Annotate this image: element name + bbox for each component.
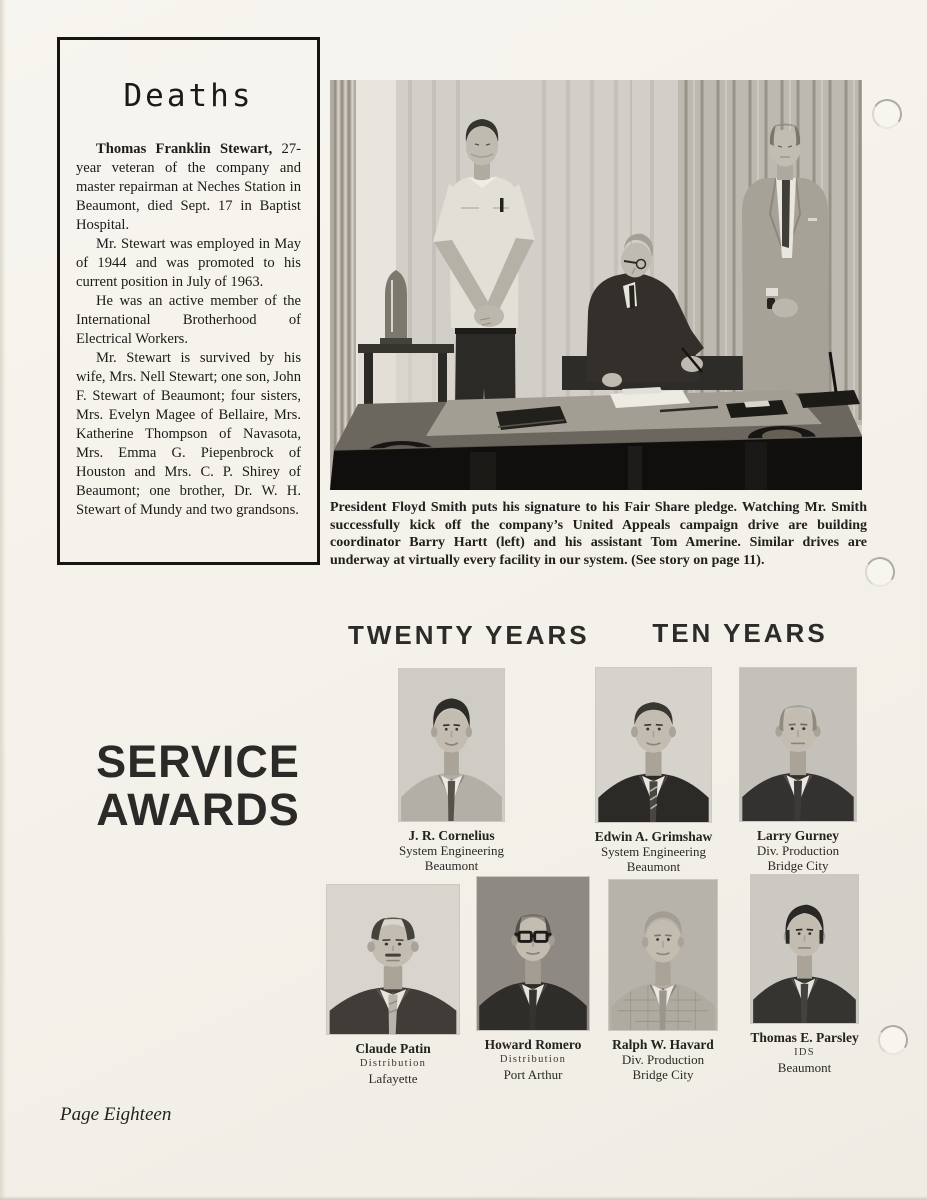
person-location: Beaumont	[424, 858, 479, 873]
person-name: Ralph W. Havard	[612, 1037, 714, 1052]
deaths-paragraph-4: Mr. Stewart is survived by his wife, Mrs. Nell Stewart; one son, John F. Stewart of Beaumont; four sisters, Mrs. Evelyn Magee of Bellaire, Mrs. Katherine Thompson of Navasota, Mrs. Emma G. Piepenbrock of Houston and Mrs. C. P. Shirey of Beaumont; one brother, Dr. W. H. Stewart of Mundy and two grandsons.	[76, 350, 301, 518]
punch-hole-mark	[869, 96, 905, 132]
person-name: Thomas E. Parsley	[750, 1030, 859, 1045]
person-location: Beaumont	[777, 1060, 832, 1075]
portrait-photo	[740, 668, 856, 821]
person-location: Bridge City	[767, 858, 829, 873]
deaths-box	[57, 37, 320, 565]
person-location: Lafayette	[368, 1071, 418, 1086]
service-awards-title-line2: AWARDS	[96, 784, 300, 835]
photo-caption: President Floyd Smith puts his signature to his Fair Share pledge. Watching Mr. Smith successfully kick off the company’s United Appeals campaign drive are building coordinator Barry Hartt (left) and his assistant Tom Amerine. Similar drives are underway at virtually every facility in our system. (See story on page 11).	[330, 500, 867, 568]
portrait-grimshaw	[596, 668, 711, 874]
service-awards-title	[72, 738, 324, 834]
pledge-signing-photo	[330, 80, 862, 490]
portrait-gurney	[740, 668, 856, 873]
deaths-paragraph-3: He was an active member of the International Brotherhood of Electrical Workers.	[76, 293, 301, 347]
person-dept: Div. Production	[756, 843, 840, 858]
page-bottom-edge-shadow	[0, 1196, 927, 1200]
person-dept: Distribution	[359, 1058, 427, 1069]
person-name: Larry Gurney	[756, 828, 840, 843]
person-dept: IDS	[794, 1047, 815, 1058]
person-location: Bridge City	[632, 1067, 694, 1082]
portrait-photo	[327, 885, 459, 1034]
person-name: Edwin A. Grimshaw	[594, 829, 713, 844]
deaths-paragraph-2: Mr. Stewart was employed in May of 1944 and was promoted to his current position in July of 1963.	[76, 236, 301, 290]
deaths-body	[76, 140, 301, 520]
portrait-photo	[609, 880, 717, 1030]
heading-ten-years: TEN YEARS	[652, 618, 828, 648]
portrait-photo	[596, 668, 711, 822]
service-awards-title-line1: SERVICE	[96, 736, 300, 787]
portrait-caption	[699, 828, 896, 873]
portrait-havard	[609, 880, 717, 1082]
person-name: J. R. Cornelius	[408, 828, 495, 843]
deaths-paragraph-1-rest: 27-year veteran of the company and master repairman at Neches Station in Beaumont, died Sept. 17 in Baptist Hospital.	[76, 141, 301, 233]
portrait-parsley	[751, 875, 858, 1075]
person-dept: System Engineering	[600, 844, 707, 859]
punch-hole-mark	[862, 554, 898, 590]
person-name: Claude Patin	[355, 1041, 431, 1056]
page-left-edge-shadow	[0, 0, 6, 1200]
person-dept: Distribution	[499, 1054, 567, 1065]
deceased-name: Thomas Franklin Stewart,	[96, 141, 273, 157]
heading-twenty-years: TWENTY YEARS	[348, 620, 590, 650]
page-number: Page Eighteen	[60, 1104, 172, 1125]
portrait-photo	[751, 875, 858, 1023]
portrait-cornelius	[399, 669, 504, 873]
portrait-caption	[714, 1030, 896, 1075]
person-location: Beaumont	[626, 859, 681, 874]
person-dept: System Engineering	[398, 843, 505, 858]
person-location: Port Arthur	[503, 1067, 563, 1082]
person-name: Howard Romero	[484, 1037, 582, 1052]
portrait-caption	[362, 828, 541, 873]
deaths-paragraph-1	[76, 140, 301, 235]
pledge-signing-photo-art	[330, 80, 862, 490]
deaths-title: Deaths	[123, 78, 254, 114]
portrait-photo	[399, 669, 504, 821]
portrait-photo	[477, 877, 589, 1030]
person-dept: Div. Production	[621, 1052, 705, 1067]
